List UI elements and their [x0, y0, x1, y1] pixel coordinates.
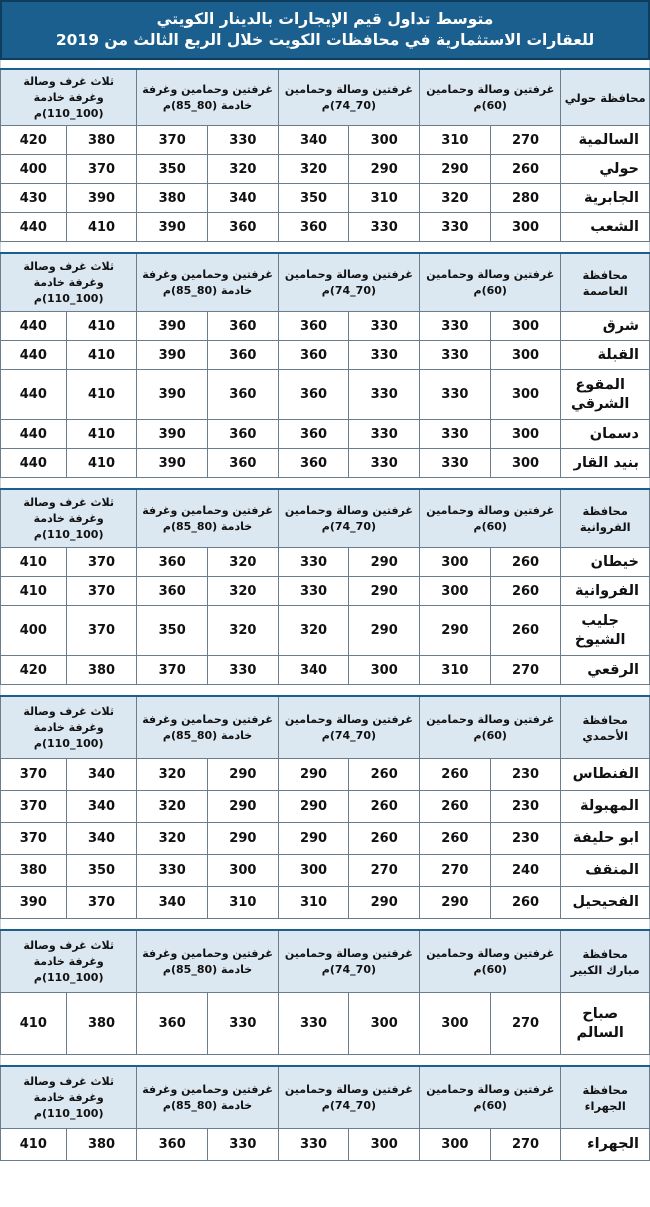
column-header: غرفتين وصالة وحمامين (70_74)م: [278, 697, 419, 759]
column-header: غرفتين وصالة وحمامين (70_74)م: [278, 931, 419, 993]
rent-value: 310: [207, 887, 278, 919]
spacer: [0, 478, 650, 488]
rent-value: 410: [66, 213, 137, 242]
rent-value: 370: [66, 548, 137, 577]
area-name: القبلة: [560, 341, 650, 370]
column-header: غرفتين وحمامين وغرفة خادمة (80_85)م: [136, 254, 277, 312]
rent-value: 260: [348, 759, 419, 791]
rent-value: 360: [278, 312, 349, 341]
table-row: [0, 341, 650, 370]
rent-value: 270: [419, 855, 490, 887]
rent-value: 360: [278, 449, 349, 478]
rent-value: 360: [207, 312, 278, 341]
area-name: دسمان: [560, 420, 650, 449]
column-header: غرفتين وحمامين وغرفة خادمة (80_85)م: [136, 490, 277, 548]
rent-value: 440: [0, 312, 66, 341]
rent-value: 330: [278, 577, 349, 606]
governorate-table: [0, 929, 650, 1055]
governorate-table: [0, 1065, 650, 1161]
rent-value: 230: [490, 791, 561, 823]
rent-value: 380: [66, 656, 137, 685]
rent-value: 290: [348, 887, 419, 919]
rent-value: 330: [419, 420, 490, 449]
rent-value: 290: [348, 577, 419, 606]
table-header-row: [0, 490, 650, 548]
rent-value: 330: [419, 213, 490, 242]
rent-value: 300: [490, 420, 561, 449]
rent-value: 290: [207, 791, 278, 823]
rent-value: 360: [136, 1129, 207, 1161]
column-header: غرفتين وحمامين وغرفة خادمة (80_85)م: [136, 697, 277, 759]
area-name: خيطان: [560, 548, 650, 577]
rent-value: 410: [0, 577, 66, 606]
rent-value: 300: [419, 993, 490, 1055]
rent-value: 300: [490, 370, 561, 420]
rent-value: 440: [0, 449, 66, 478]
governorate-name: محافظة مبارك الكبير: [560, 931, 650, 993]
rent-value: 410: [66, 370, 137, 420]
rent-value: 390: [136, 370, 207, 420]
rent-value: 260: [419, 791, 490, 823]
rent-value: 270: [490, 1129, 561, 1161]
rent-value: 310: [348, 184, 419, 213]
rent-value: 230: [490, 823, 561, 855]
column-header: غرفتين وصالة وحمامين (60)م: [419, 490, 560, 548]
rent-value: 320: [136, 759, 207, 791]
rent-value: 260: [490, 155, 561, 184]
table-row: [0, 823, 650, 855]
rent-value: 370: [0, 791, 66, 823]
table-row: [0, 312, 650, 341]
rent-value: 320: [207, 548, 278, 577]
rent-value: 340: [66, 791, 137, 823]
table-row: [0, 213, 650, 242]
rent-value: 410: [66, 312, 137, 341]
rent-value: 360: [278, 213, 349, 242]
area-name: الفروانية: [560, 577, 650, 606]
rent-value: 320: [136, 823, 207, 855]
column-header: غرفتين وصالة وحمامين (70_74)م: [278, 70, 419, 126]
column-header: ثلاث غرف وصالة وغرفة خادمة (100_110)م: [0, 931, 136, 993]
rent-value: 360: [278, 341, 349, 370]
rent-value: 330: [348, 370, 419, 420]
table-row: [0, 370, 650, 420]
rent-value: 290: [419, 606, 490, 656]
rent-value: 320: [207, 606, 278, 656]
governorate-table: [0, 695, 650, 919]
table-row: [0, 759, 650, 791]
rent-value: 360: [278, 370, 349, 420]
rent-value: 370: [136, 126, 207, 155]
area-name: السالمية: [560, 126, 650, 155]
rent-value: 290: [278, 759, 349, 791]
column-header: غرفتين وصالة وحمامين (60)م: [419, 931, 560, 993]
rent-value: 330: [419, 312, 490, 341]
rent-value: 440: [0, 420, 66, 449]
table-row: [0, 577, 650, 606]
rent-value: 300: [348, 656, 419, 685]
rent-value: 260: [490, 577, 561, 606]
table-header-row: [0, 931, 650, 993]
table-row: [0, 791, 650, 823]
rent-value: 260: [490, 887, 561, 919]
rent-value: 290: [348, 548, 419, 577]
rent-value: 300: [490, 312, 561, 341]
table-row: [0, 606, 650, 656]
table-row: [0, 1129, 650, 1161]
rent-value: 290: [278, 823, 349, 855]
column-header: ثلاث غرف وصالة وغرفة خادمة (100_110)م: [0, 1067, 136, 1129]
rent-value: 290: [419, 155, 490, 184]
column-header: غرفتين وصالة وحمامين (70_74)م: [278, 254, 419, 312]
rent-value: 350: [136, 155, 207, 184]
column-header: ثلاث غرف وصالة وغرفة خادمة (100_110)م: [0, 70, 136, 126]
rent-value: 440: [0, 341, 66, 370]
rent-value: 340: [278, 126, 349, 155]
spacer: [0, 685, 650, 695]
area-name: جليب الشيوخ: [560, 606, 650, 656]
rent-value: 330: [207, 126, 278, 155]
rent-value: 230: [490, 759, 561, 791]
rent-value: 270: [490, 993, 561, 1055]
rent-value: 360: [136, 993, 207, 1055]
rent-value: 370: [66, 606, 137, 656]
rent-value: 330: [348, 312, 419, 341]
column-header: غرفتين وحمامين وغرفة خادمة (80_85)م: [136, 1067, 277, 1129]
rent-value: 330: [207, 993, 278, 1055]
table-header-row: [0, 254, 650, 312]
rent-value: 330: [419, 449, 490, 478]
rent-value: 340: [278, 656, 349, 685]
rent-value: 380: [136, 184, 207, 213]
column-header: ثلاث غرف وصالة وغرفة خادمة (100_110)م: [0, 490, 136, 548]
table-header-row: [0, 697, 650, 759]
rent-value: 400: [0, 155, 66, 184]
table-header-row: [0, 1067, 650, 1129]
spacer: [0, 60, 650, 68]
rent-tables: [0, 68, 650, 1161]
governorate-name: محافظة العاصمة: [560, 254, 650, 312]
rent-value: 390: [136, 420, 207, 449]
rent-value: 410: [66, 420, 137, 449]
rent-value: 390: [136, 449, 207, 478]
rent-value: 410: [0, 993, 66, 1055]
rent-value: 440: [0, 370, 66, 420]
area-name: الشعب: [560, 213, 650, 242]
rent-value: 290: [278, 791, 349, 823]
table-row: [0, 993, 650, 1055]
rent-value: 310: [419, 126, 490, 155]
rent-value: 360: [207, 213, 278, 242]
rent-value: 360: [207, 449, 278, 478]
rent-value: 390: [0, 887, 66, 919]
rent-value: 430: [0, 184, 66, 213]
column-header: غرفتين وصالة وحمامين (60)م: [419, 1067, 560, 1129]
rent-value: 370: [66, 577, 137, 606]
rent-value: 300: [419, 577, 490, 606]
rent-value: 270: [348, 855, 419, 887]
rent-value: 300: [419, 1129, 490, 1161]
area-name: ابو حليفة: [560, 823, 650, 855]
rent-value: 310: [419, 656, 490, 685]
title-line-2: للعقارات الاستثمارية في محافظات الكويت خلال الربع الثالث من 2019: [55, 31, 595, 49]
rent-value: 330: [278, 993, 349, 1055]
area-name: الجهراء: [560, 1129, 650, 1161]
rent-value: 320: [136, 791, 207, 823]
spacer: [0, 1055, 650, 1065]
area-name: المقوع الشرقي: [560, 370, 650, 420]
rent-value: 340: [66, 823, 137, 855]
rent-value: 390: [136, 312, 207, 341]
title-line-1: متوسط تداول قيم الإيجارات بالدينار الكويتي: [156, 10, 494, 28]
column-header: ثلاث غرف وصالة وغرفة خادمة (100_110)م: [0, 697, 136, 759]
column-header: غرفتين وحمامين وغرفة خادمة (80_85)م: [136, 931, 277, 993]
rent-value: 350: [278, 184, 349, 213]
rent-value: 260: [348, 791, 419, 823]
column-header: غرفتين وصالة وحمامين (60)م: [419, 697, 560, 759]
rent-value: 310: [278, 887, 349, 919]
table-row: [0, 184, 650, 213]
rent-value: 280: [490, 184, 561, 213]
table-row: [0, 548, 650, 577]
area-name: شرق: [560, 312, 650, 341]
rent-value: 360: [207, 370, 278, 420]
rent-value: 330: [348, 341, 419, 370]
rent-value: 370: [66, 887, 137, 919]
rent-value: 260: [490, 606, 561, 656]
rent-value: 290: [419, 887, 490, 919]
rent-value: 320: [278, 606, 349, 656]
rent-value: 400: [0, 606, 66, 656]
governorate-name: محافظة الفروانية: [560, 490, 650, 548]
rent-value: 390: [136, 213, 207, 242]
column-header: غرفتين وصالة وحمامين (60)م: [419, 254, 560, 312]
area-name: الرقعي: [560, 656, 650, 685]
spacer: [0, 242, 650, 252]
rent-value: 260: [419, 759, 490, 791]
rent-value: 410: [66, 449, 137, 478]
rent-value: 380: [66, 126, 137, 155]
area-name: صباح السالم: [560, 993, 650, 1055]
rent-value: 300: [490, 213, 561, 242]
rent-value: 270: [490, 126, 561, 155]
table-row: [0, 126, 650, 155]
page-title: [0, 0, 650, 60]
rent-value: 300: [490, 341, 561, 370]
rent-value: 370: [136, 656, 207, 685]
rent-value: 340: [136, 887, 207, 919]
rent-value: 360: [136, 548, 207, 577]
table-row: [0, 155, 650, 184]
column-header: غرفتين وحمامين وغرفة خادمة (80_85)م: [136, 70, 277, 126]
rent-value: 370: [0, 759, 66, 791]
rent-value: 390: [66, 184, 137, 213]
rent-value: 260: [348, 823, 419, 855]
rent-value: 300: [490, 449, 561, 478]
rent-value: 240: [490, 855, 561, 887]
area-name: المنقف: [560, 855, 650, 887]
rent-value: 290: [207, 823, 278, 855]
rent-value: 300: [348, 1129, 419, 1161]
rent-value: 290: [348, 606, 419, 656]
rent-value: 330: [207, 1129, 278, 1161]
rent-value: 320: [207, 577, 278, 606]
rent-value: 260: [419, 823, 490, 855]
rent-value: 380: [66, 1129, 137, 1161]
rent-value: 330: [419, 341, 490, 370]
rent-value: 260: [490, 548, 561, 577]
rent-value: 300: [348, 993, 419, 1055]
rent-value: 330: [348, 420, 419, 449]
rent-value: 330: [136, 855, 207, 887]
table-row: [0, 855, 650, 887]
rent-value: 420: [0, 656, 66, 685]
governorate-name: محافظة الأحمدي: [560, 697, 650, 759]
area-name: الجابرية: [560, 184, 650, 213]
table-row: [0, 887, 650, 919]
area-name: حولي: [560, 155, 650, 184]
rent-value: 390: [136, 341, 207, 370]
rent-value: 370: [0, 823, 66, 855]
rent-value: 330: [348, 213, 419, 242]
rent-value: 360: [278, 420, 349, 449]
governorate-table: [0, 488, 650, 685]
rent-value: 300: [348, 126, 419, 155]
rent-value: 270: [490, 656, 561, 685]
rent-value: 360: [207, 420, 278, 449]
rent-value: 320: [419, 184, 490, 213]
column-header: غرفتين وصالة وحمامين (70_74)م: [278, 490, 419, 548]
rent-value: 370: [66, 155, 137, 184]
governorate-table: [0, 252, 650, 478]
rent-value: 290: [207, 759, 278, 791]
rent-value: 410: [0, 1129, 66, 1161]
rent-value: 300: [278, 855, 349, 887]
rent-value: 330: [419, 370, 490, 420]
rent-value: 330: [348, 449, 419, 478]
table-row: [0, 656, 650, 685]
rent-value: 330: [278, 548, 349, 577]
rent-value: 330: [207, 656, 278, 685]
rent-value: 360: [136, 577, 207, 606]
governorate-name: محافظة حولي: [560, 70, 650, 126]
rent-value: 380: [0, 855, 66, 887]
column-header: ثلاث غرف وصالة وغرفة خادمة (100_110)م: [0, 254, 136, 312]
area-name: الفحيحيل: [560, 887, 650, 919]
rent-value: 410: [66, 341, 137, 370]
rent-value: 380: [66, 993, 137, 1055]
spacer: [0, 919, 650, 929]
governorate-table: [0, 68, 650, 242]
rent-value: 290: [348, 155, 419, 184]
rent-value: 330: [278, 1129, 349, 1161]
rent-value: 340: [66, 759, 137, 791]
table-row: [0, 420, 650, 449]
column-header: غرفتين وصالة وحمامين (70_74)م: [278, 1067, 419, 1129]
area-name: الفنطاس: [560, 759, 650, 791]
column-header: غرفتين وصالة وحمامين (60)م: [419, 70, 560, 126]
rent-value: 440: [0, 213, 66, 242]
rent-value: 320: [207, 155, 278, 184]
rent-value: 340: [207, 184, 278, 213]
rent-value: 360: [207, 341, 278, 370]
rent-value: 350: [66, 855, 137, 887]
area-name: المهبولة: [560, 791, 650, 823]
rent-value: 350: [136, 606, 207, 656]
rent-value: 320: [278, 155, 349, 184]
rent-value: 300: [207, 855, 278, 887]
table-row: [0, 449, 650, 478]
governorate-name: محافظة الجهراء: [560, 1067, 650, 1129]
rent-value: 420: [0, 126, 66, 155]
table-header-row: [0, 70, 650, 126]
rent-value: 300: [419, 548, 490, 577]
area-name: بنيد القار: [560, 449, 650, 478]
rent-value: 410: [0, 548, 66, 577]
